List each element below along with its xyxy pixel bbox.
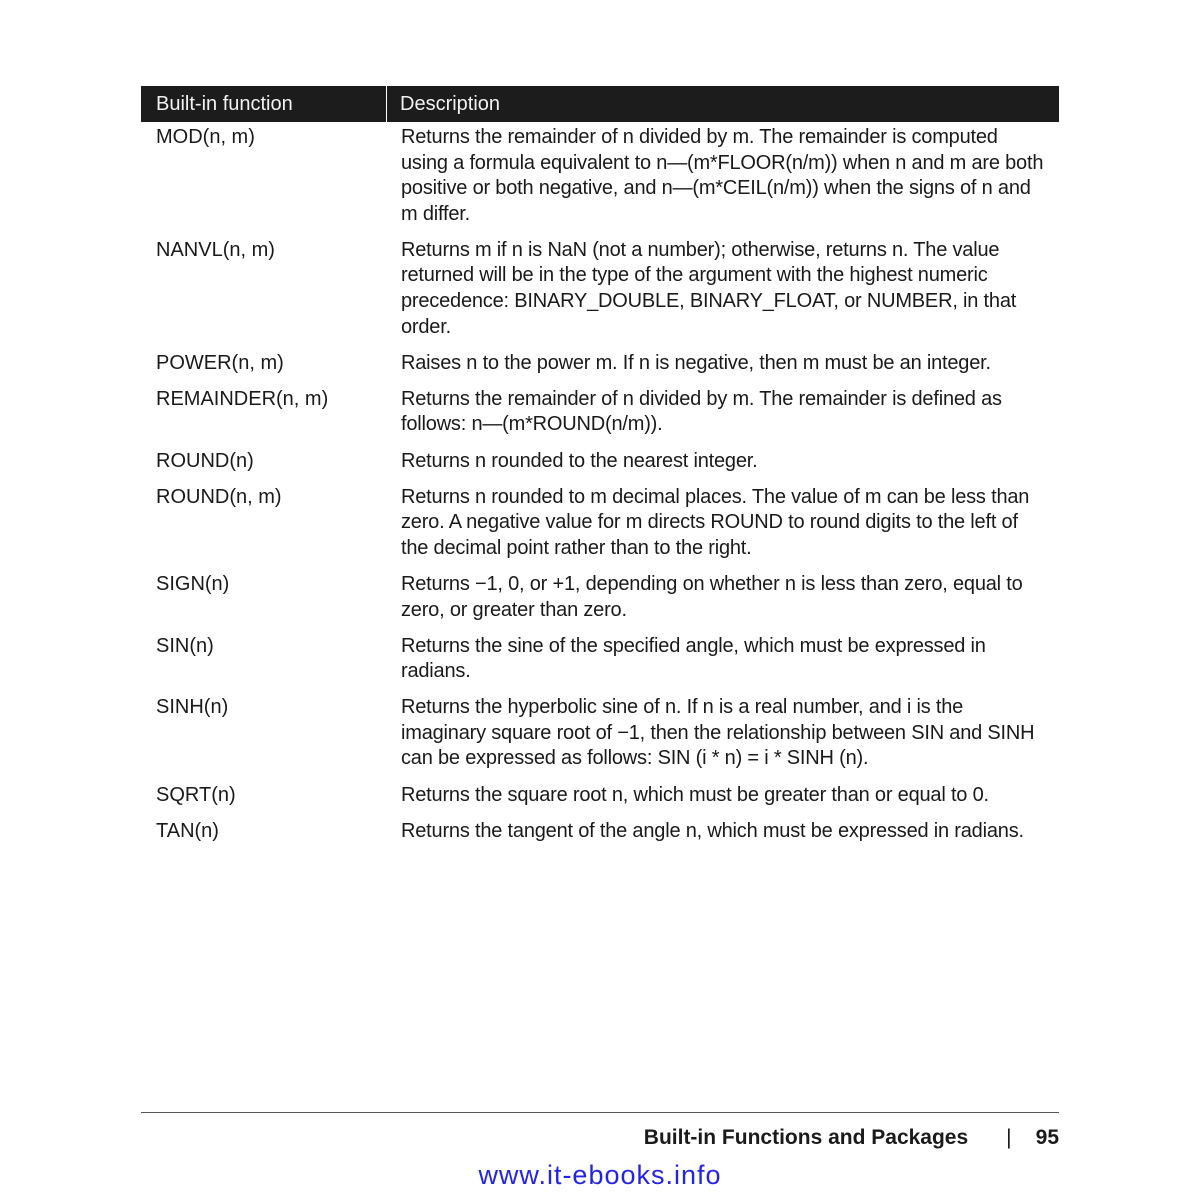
table-row xyxy=(141,634,1059,685)
table-row xyxy=(141,125,1059,227)
function-description: Returns m if n is NaN (not a number); otherwise, returns n. The value returned will be in the type of the argument with the highest numeric precedence: BINARY_DOUBLE, BINARY_FLOAT, or NUMBER, in that order. xyxy=(401,238,1017,338)
page-footer xyxy=(644,1126,1059,1150)
function-name: SIN(n) xyxy=(156,634,214,657)
table-row xyxy=(141,387,1059,438)
header-description: Description xyxy=(400,92,501,115)
function-description: Raises n to the power m. If n is negative, then m must be an integer. xyxy=(401,351,991,374)
table-row xyxy=(141,485,1059,562)
function-name: REMAINDER(n, m) xyxy=(156,387,329,410)
function-name: ROUND(n) xyxy=(156,449,254,472)
table-body xyxy=(141,122,1059,844)
page-number: 95 xyxy=(1035,1126,1059,1149)
table-header xyxy=(141,86,1059,122)
function-name: SINH(n) xyxy=(156,696,229,719)
table-row xyxy=(141,783,1059,809)
function-description: Returns −1, 0, or +1, depending on whether n is less than zero, equal to zero, or greater than zero. xyxy=(401,572,1023,621)
table-row xyxy=(141,819,1059,845)
function-description: Returns the sine of the specified angle, which must be expressed in radians. xyxy=(401,634,986,683)
footer-divider xyxy=(141,1112,1059,1113)
watermark-link[interactable]: www.it-ebooks.info xyxy=(478,1160,722,1190)
function-description: Returns the tangent of the angle n, which must be expressed in radians. xyxy=(401,819,1024,842)
function-name: NANVL(n, m) xyxy=(156,238,275,261)
function-name: POWER(n, m) xyxy=(156,351,284,374)
function-name: TAN(n) xyxy=(156,819,219,842)
table-row xyxy=(141,695,1059,772)
function-description: Returns the remainder of n divided by m. The remainder is defined as follows: n—(m*ROUND(n/m)). xyxy=(401,387,1002,436)
function-name: MOD(n, m) xyxy=(156,126,255,148)
function-description: Returns the square root n, which must be greater than or equal to 0. xyxy=(401,783,989,806)
table-row xyxy=(141,572,1059,623)
footer-separator: | xyxy=(1006,1126,1012,1149)
function-name: SIGN(n) xyxy=(156,572,230,595)
functions-table xyxy=(141,86,1059,855)
function-description: Returns the hyperbolic sine of n. If n is a real number, and i is the imaginary square root of −1, then the relationship between SIN and SINH can be expressed as follows: SIN (i * n) = i * SINH (n). xyxy=(401,696,1035,770)
footer-section-title: Built-in Functions and Packages xyxy=(643,1126,969,1149)
function-description: Returns n rounded to m decimal places. The value of m can be less than zero. A negative value for m directs ROUND to round digits to the left of the decimal point rather than to the right. xyxy=(401,485,1030,559)
table-row xyxy=(141,238,1059,340)
function-name: SQRT(n) xyxy=(156,783,236,806)
function-description: Returns n rounded to the nearest integer. xyxy=(401,449,758,472)
table-row xyxy=(141,449,1059,475)
function-description: Returns the remainder of n divided by m. The remainder is computed using a formula equivalent to n—(m*FLOOR(n/m)) when n and m are both positive or both negative, and n—(m*CEIL(n/m)) when the signs of n and m differ. xyxy=(401,126,1044,225)
function-name: ROUND(n, m) xyxy=(156,485,282,508)
header-function: Built-in function xyxy=(141,86,387,122)
table-row xyxy=(141,351,1059,377)
